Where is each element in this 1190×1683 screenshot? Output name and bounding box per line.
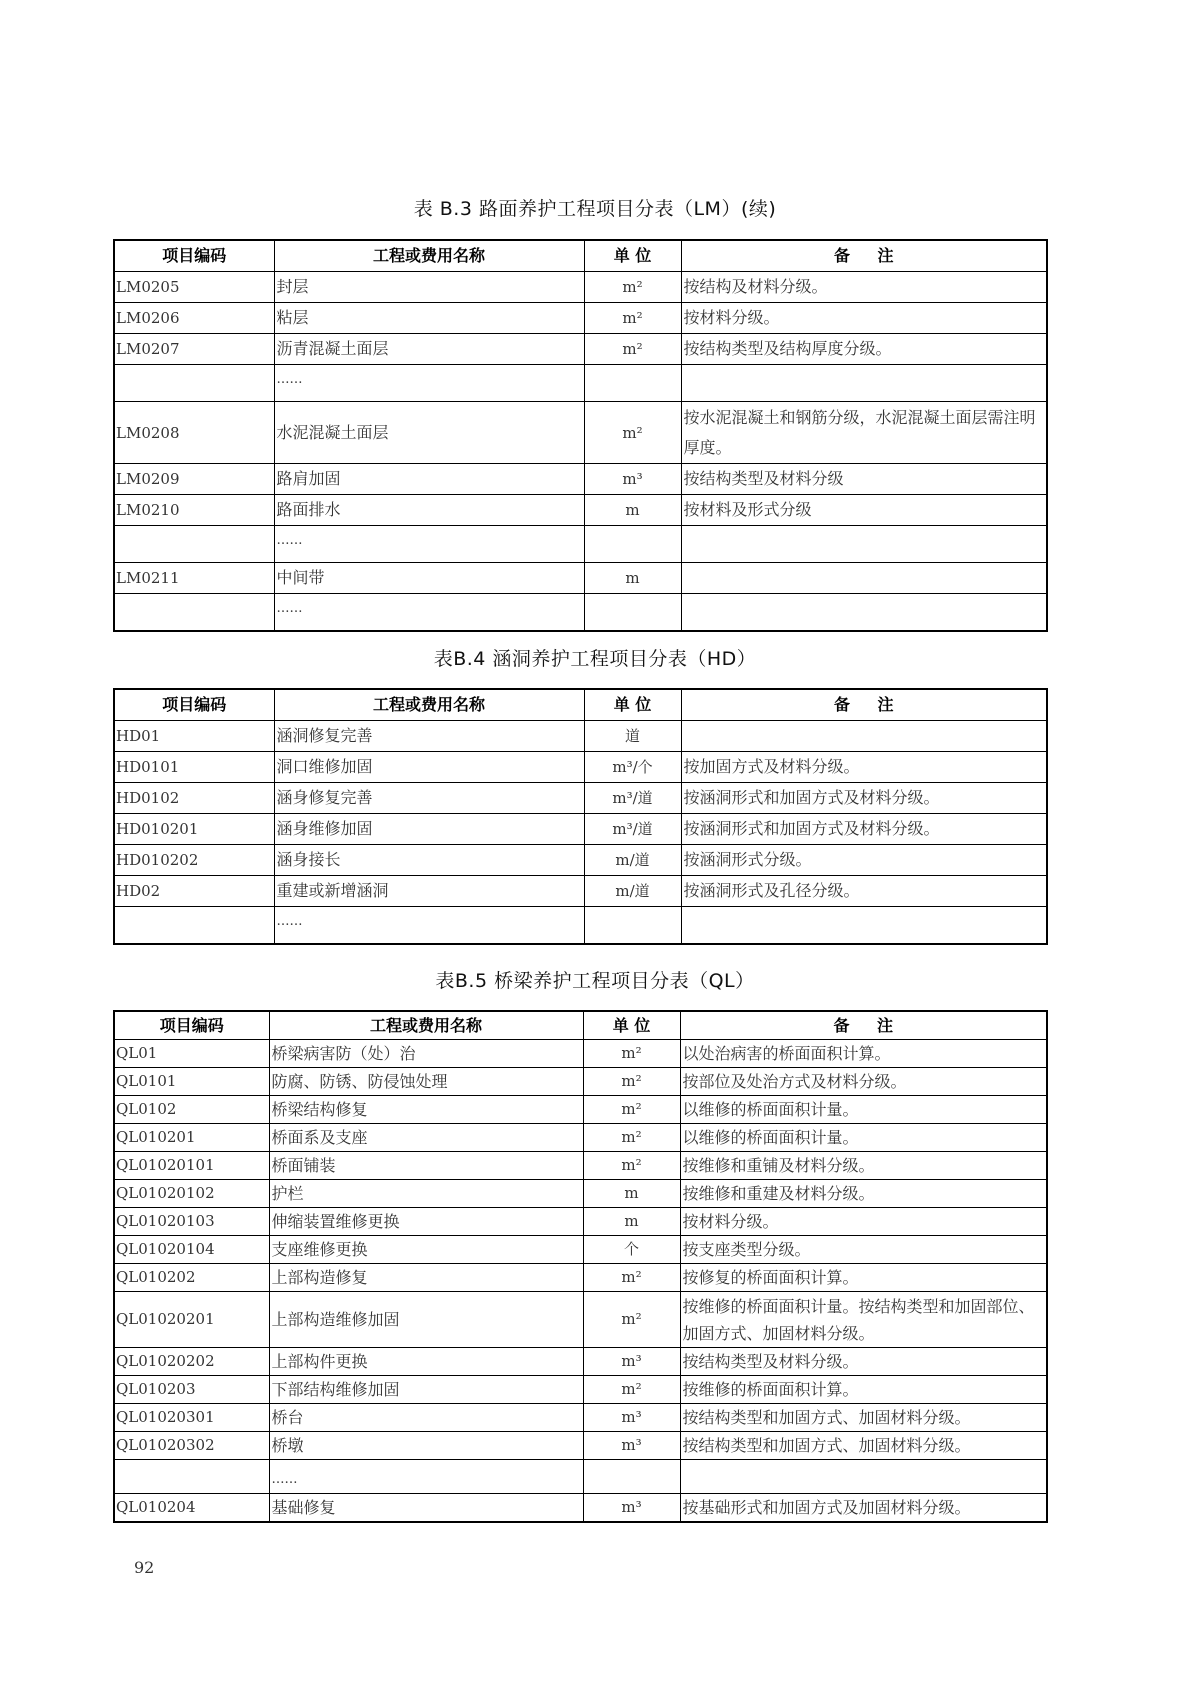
item-code-cell: QL01020102	[114, 1180, 269, 1208]
unit-cell: m	[584, 495, 681, 526]
note-cell: 按加固方式及材料分级。	[681, 752, 1047, 783]
item-name-cell: 中间带	[274, 563, 584, 594]
unit-cell: m	[584, 563, 681, 594]
item-code-cell: HD02	[114, 876, 274, 907]
unit-cell	[584, 365, 681, 402]
item-name-cell: 伸缩装置维修更换	[269, 1208, 583, 1236]
unit-cell: m³	[583, 1494, 680, 1523]
table-header-row	[114, 689, 1047, 721]
table-row	[114, 1208, 1047, 1236]
item-code-cell: QL01020301	[114, 1404, 269, 1432]
table-row	[114, 1124, 1047, 1152]
header-unit: 单 位	[583, 1011, 680, 1040]
table-row	[114, 526, 1047, 563]
item-name-cell: 上部构件更换	[269, 1348, 583, 1376]
item-name-cell: 桥墩	[269, 1432, 583, 1460]
item-name-cell: 上部构造维修加固	[269, 1292, 583, 1348]
item-code-cell: LM0205	[114, 272, 274, 303]
item-code-cell: LM0207	[114, 334, 274, 365]
unit-cell: m³/道	[584, 814, 681, 845]
page-number: 92	[134, 1558, 155, 1577]
item-code-cell: LM0211	[114, 563, 274, 594]
table-row	[114, 814, 1047, 845]
item-code-cell: QL0101	[114, 1068, 269, 1096]
item-name-cell: ……	[269, 1460, 583, 1494]
item-code-cell: HD01	[114, 721, 274, 752]
header-code: 项目编码	[114, 240, 274, 272]
table-row	[114, 1040, 1047, 1068]
table-row	[114, 1152, 1047, 1180]
item-code-cell: LM0209	[114, 464, 274, 495]
item-name-cell: 水泥混凝土面层	[274, 402, 584, 464]
unit-cell	[584, 526, 681, 563]
table-row	[114, 1264, 1047, 1292]
table-row	[114, 594, 1047, 632]
header-note: 备 注	[681, 689, 1047, 721]
unit-cell: m³	[584, 464, 681, 495]
note-cell: 按部位及处治方式及材料分级。	[680, 1068, 1047, 1096]
note-cell: 按涵洞形式及孔径分级。	[681, 876, 1047, 907]
unit-cell: m²	[583, 1068, 680, 1096]
table-row	[114, 1096, 1047, 1124]
note-cell	[681, 563, 1047, 594]
item-code-cell: QL010204	[114, 1494, 269, 1523]
table-title-lm: 表 B.3 路面养护工程项目分表（LM）(续)	[413, 198, 777, 220]
unit-cell: m³/个	[584, 752, 681, 783]
note-cell: 以处治病害的桥面面积计算。	[680, 1040, 1047, 1068]
table-title-ql: 表B.5 桥梁养护工程项目分表（QL）	[435, 970, 755, 992]
item-name-cell: 桥台	[269, 1404, 583, 1432]
unit-cell: m²	[583, 1152, 680, 1180]
table-row	[114, 402, 1047, 464]
note-cell: 按结构类型及材料分级	[681, 464, 1047, 495]
item-name-cell: 护栏	[269, 1180, 583, 1208]
item-name-cell: 桥面系及支座	[269, 1124, 583, 1152]
table-row	[114, 495, 1047, 526]
header-note: 备 注	[680, 1011, 1047, 1040]
item-code-cell: LM0206	[114, 303, 274, 334]
item-code-cell: QL01020104	[114, 1236, 269, 1264]
note-cell: 按修复的桥面面积计算。	[680, 1264, 1047, 1292]
item-code-cell: HD0101	[114, 752, 274, 783]
unit-cell: m³	[583, 1348, 680, 1376]
item-name-cell: 沥青混凝土面层	[274, 334, 584, 365]
table-row	[114, 1460, 1047, 1494]
note-cell: 按维修的桥面面积计算。	[680, 1376, 1047, 1404]
item-code-cell: HD010202	[114, 845, 274, 876]
table-row	[114, 464, 1047, 495]
note-cell: 按维修和重铺及材料分级。	[680, 1152, 1047, 1180]
note-cell: 按支座类型分级。	[680, 1236, 1047, 1264]
item-name-cell: 基础修复	[269, 1494, 583, 1523]
item-name-cell: ……	[274, 365, 584, 402]
note-cell	[681, 721, 1047, 752]
item-name-cell: 上部构造修复	[269, 1264, 583, 1292]
item-code-cell: QL01	[114, 1040, 269, 1068]
unit-cell: m²	[583, 1124, 680, 1152]
item-code-cell	[114, 907, 274, 945]
item-code-cell: QL01020201	[114, 1292, 269, 1348]
note-cell	[681, 907, 1047, 945]
unit-cell: m²	[584, 402, 681, 464]
unit-cell: m³/道	[584, 783, 681, 814]
header-unit: 单 位	[584, 240, 681, 272]
item-code-cell: QL01020101	[114, 1152, 269, 1180]
table-row	[114, 272, 1047, 303]
table-row	[114, 1236, 1047, 1264]
table-header-row	[114, 1011, 1047, 1040]
note-cell: 按结构及材料分级。	[681, 272, 1047, 303]
note-cell: 以维修的桥面面积计量。	[680, 1096, 1047, 1124]
note-cell: 以维修的桥面面积计量。	[680, 1124, 1047, 1152]
note-cell: 按维修和重建及材料分级。	[680, 1180, 1047, 1208]
table-row	[114, 303, 1047, 334]
table-row	[114, 845, 1047, 876]
note-cell: 按涵洞形式分级。	[681, 845, 1047, 876]
unit-cell	[584, 907, 681, 945]
item-code-cell: QL010202	[114, 1264, 269, 1292]
table-row	[114, 721, 1047, 752]
item-code-cell: QL010203	[114, 1376, 269, 1404]
item-name-cell: 下部结构维修加固	[269, 1376, 583, 1404]
unit-cell: m²	[584, 303, 681, 334]
item-name-cell: 涵身修复完善	[274, 783, 584, 814]
note-cell: 按材料分级。	[680, 1208, 1047, 1236]
item-code-cell: LM0208	[114, 402, 274, 464]
note-cell: 按涵洞形式和加固方式及材料分级。	[681, 783, 1047, 814]
table-hd	[113, 688, 1048, 945]
note-cell: 按基础形式和加固方式及加固材料分级。	[680, 1494, 1047, 1523]
unit-cell: m³	[583, 1404, 680, 1432]
table-row	[114, 783, 1047, 814]
item-name-cell: 粘层	[274, 303, 584, 334]
item-code-cell: QL01020103	[114, 1208, 269, 1236]
table-row	[114, 907, 1047, 945]
table-row	[114, 876, 1047, 907]
note-cell: 按材料分级。	[681, 303, 1047, 334]
table-row	[114, 1494, 1047, 1523]
table-row	[114, 334, 1047, 365]
note-cell: 按结构类型和加固方式、加固材料分级。	[680, 1432, 1047, 1460]
note-cell: 按水泥混凝土和钢筋分级，水泥混凝土面层需注明厚度。	[681, 402, 1047, 464]
item-name-cell: 路面排水	[274, 495, 584, 526]
unit-cell: m²	[584, 272, 681, 303]
note-cell: 按材料及形式分级	[681, 495, 1047, 526]
item-name-cell: ……	[274, 907, 584, 945]
item-name-cell: 洞口维修加固	[274, 752, 584, 783]
note-cell	[681, 526, 1047, 563]
item-name-cell: 防腐、防锈、防侵蚀处理	[269, 1068, 583, 1096]
unit-cell	[583, 1460, 680, 1494]
table-row	[114, 1348, 1047, 1376]
unit-cell: m²	[583, 1264, 680, 1292]
item-code-cell: QL01020302	[114, 1432, 269, 1460]
unit-cell: m²	[583, 1096, 680, 1124]
table-row	[114, 365, 1047, 402]
table-row	[114, 1432, 1047, 1460]
header-note: 备 注	[681, 240, 1047, 272]
table-row	[114, 1068, 1047, 1096]
item-name-cell: 重建或新增涵洞	[274, 876, 584, 907]
unit-cell: 道	[584, 721, 681, 752]
table-row	[114, 1404, 1047, 1432]
table-lm	[113, 239, 1048, 632]
item-code-cell: LM0210	[114, 495, 274, 526]
table-row	[114, 1292, 1047, 1348]
unit-cell: m³	[583, 1432, 680, 1460]
note-cell	[681, 594, 1047, 632]
unit-cell: m	[583, 1208, 680, 1236]
header-name: 工程或费用名称	[274, 689, 584, 721]
table-row	[114, 1376, 1047, 1404]
unit-cell: m²	[583, 1376, 680, 1404]
item-name-cell: 封层	[274, 272, 584, 303]
item-code-cell	[114, 365, 274, 402]
item-name-cell: 桥面铺装	[269, 1152, 583, 1180]
table-title-hd: 表B.4 涵洞养护工程项目分表（HD）	[433, 648, 757, 670]
note-cell: 按维修的桥面面积计量。按结构类型和加固部位、加固方式、加固材料分级。	[680, 1292, 1047, 1348]
header-name: 工程或费用名称	[274, 240, 584, 272]
note-cell	[681, 365, 1047, 402]
note-cell	[680, 1460, 1047, 1494]
unit-cell: m²	[583, 1292, 680, 1348]
item-name-cell: 路肩加固	[274, 464, 584, 495]
header-code: 项目编码	[114, 1011, 269, 1040]
unit-cell: m²	[584, 334, 681, 365]
table-header-row	[114, 240, 1047, 272]
item-code-cell: HD0102	[114, 783, 274, 814]
item-code-cell: QL0102	[114, 1096, 269, 1124]
item-code-cell	[114, 1460, 269, 1494]
item-name-cell: ……	[274, 594, 584, 632]
unit-cell	[584, 594, 681, 632]
unit-cell: m²	[583, 1040, 680, 1068]
table-ql	[113, 1010, 1048, 1523]
item-code-cell: QL01020202	[114, 1348, 269, 1376]
table-row	[114, 563, 1047, 594]
unit-cell: m/道	[584, 876, 681, 907]
note-cell: 按结构类型和加固方式、加固材料分级。	[680, 1404, 1047, 1432]
item-name-cell: 涵洞修复完善	[274, 721, 584, 752]
item-name-cell: 支座维修更换	[269, 1236, 583, 1264]
header-unit: 单 位	[584, 689, 681, 721]
item-name-cell: 涵身维修加固	[274, 814, 584, 845]
item-code-cell	[114, 594, 274, 632]
unit-cell: m	[583, 1180, 680, 1208]
item-name-cell: 桥梁病害防（处）治	[269, 1040, 583, 1068]
unit-cell: 个	[583, 1236, 680, 1264]
item-code-cell: QL010201	[114, 1124, 269, 1152]
note-cell: 按涵洞形式和加固方式及材料分级。	[681, 814, 1047, 845]
item-name-cell: ……	[274, 526, 584, 563]
note-cell: 按结构类型及结构厚度分级。	[681, 334, 1047, 365]
note-cell: 按结构类型及材料分级。	[680, 1348, 1047, 1376]
header-name: 工程或费用名称	[269, 1011, 583, 1040]
unit-cell: m/道	[584, 845, 681, 876]
table-row	[114, 752, 1047, 783]
item-name-cell: 涵身接长	[274, 845, 584, 876]
header-code: 项目编码	[114, 689, 274, 721]
table-row	[114, 1180, 1047, 1208]
item-code-cell	[114, 526, 274, 563]
item-code-cell: HD010201	[114, 814, 274, 845]
item-name-cell: 桥梁结构修复	[269, 1096, 583, 1124]
